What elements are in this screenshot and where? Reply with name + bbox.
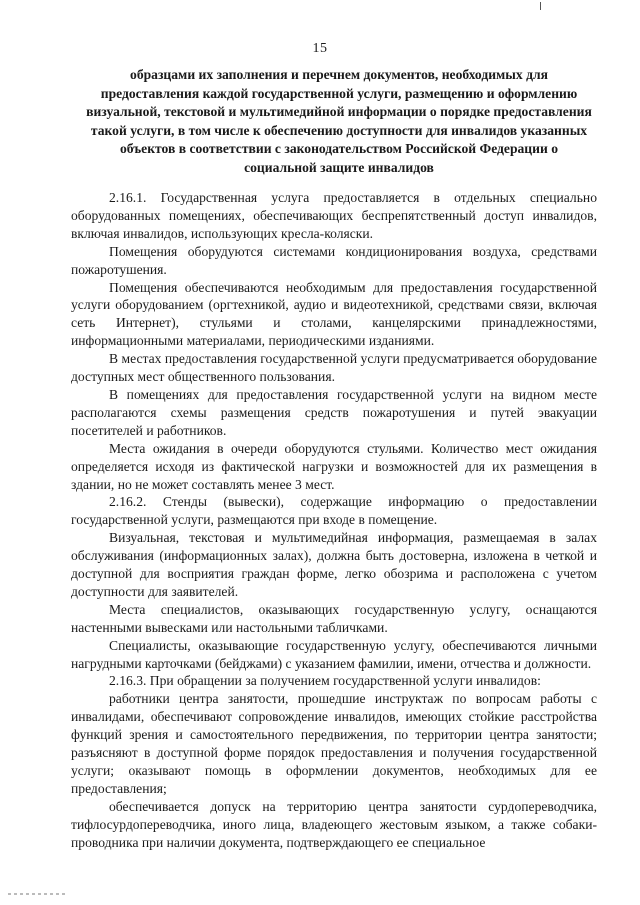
page-number: 15 xyxy=(312,41,328,56)
paragraph: В местах предоставления государственной услуги предусматривается оборудование доступных мест общественного пользования. xyxy=(71,351,597,385)
body-text xyxy=(71,189,597,852)
paragraph: Места специалистов, оказывающих государственную услугу, оснащаются настенными вывесками или настольными табличками. xyxy=(71,601,597,635)
paragraph: 2.16.3. При обращении за получением государственной услуги инвалидов: xyxy=(109,673,541,689)
paragraph: 2.16.2. Стенды (вывески), содержащие информацию о предоставлении государственной услуги, размещаются при входе в помещение. xyxy=(71,494,597,528)
section-heading: образцами их заполнения и перечнем документов, необходимых для предоставления каждой государственной услуги, размещению и оформлению визуальной, текстовой и мультимедийной информации о порядке предоставления такой услуги, в том числе к обеспечению доступности для инвалидов указанных объектов в соответствии с законодательством Российской Федерации о социальной защите инвалидов xyxy=(86,67,592,175)
paragraph: Помещения оборудуются системами кондиционирования воздуха, средствами пожаротушения. xyxy=(71,243,597,277)
paragraph: Помещения обеспечиваются необходимым для предоставления государственной услуги оборудованием (оргтехникой, аудио и видеотехникой, средствами связи, включая сеть Интернет), стульями и столами, канцелярскими принадлежностями, информационными материалами, периодическими изданиями. xyxy=(71,279,597,349)
paragraph: работники центра занятости, прошедшие инструктаж по вопросам работы с инвалидами, обеспечивают сопровождение инвалидов, имеющих стойкие расстройства функций зрения и самостоятельного передвижения, по территории центра занятости; разъясняют в доступной форме порядок предоставления и получения государственной услуги; оказывают помощь в оформлении документов, необходимых для ее предоставления; xyxy=(71,691,597,796)
scan-mark xyxy=(540,2,541,10)
scan-artifact xyxy=(8,893,68,895)
paragraph: Визуальная, текстовая и мультимедийная информация, размещаемая в залах обслуживания (информационных залах), должна быть достоверна, изложена в четкой и доступной для восприятия граждан форме, легко обозрима и расположена с учетом доступности для заявителей. xyxy=(71,530,597,599)
paragraph: Специалисты, оказывающие государственную услугу, обеспечиваются личными нагрудными карточками (бейджами) с указанием фамилии, имени, отчества и должности. xyxy=(71,637,597,671)
paragraph: Места ожидания в очереди оборудуются стульями. Количество мест ожидания определяется исходя из фактической нагрузки и возможностей для их размещения в здании, но не может составлять менее 3 мест. xyxy=(71,440,597,492)
paragraph: В помещениях для предоставления государственной услуги на видном месте располагаются схемы размещения средств пожаротушения и путей эвакуации посетителей и работников. xyxy=(71,386,597,438)
paragraph: обеспечивается допуск на территорию центра занятости сурдопереводчика, тифлосурдопереводчика, иного лица, владеющего жестовым языком, а также собаки-проводника при наличии документа, подтверждающего ее специальное xyxy=(71,798,597,850)
paragraph: 2.16.1. Государственная услуга предоставляется в отдельных специально оборудованных помещениях, обеспечивающих беспрепятственный доступ инвалидов, включая инвалидов, использующих кресла-коляски. xyxy=(71,190,597,241)
